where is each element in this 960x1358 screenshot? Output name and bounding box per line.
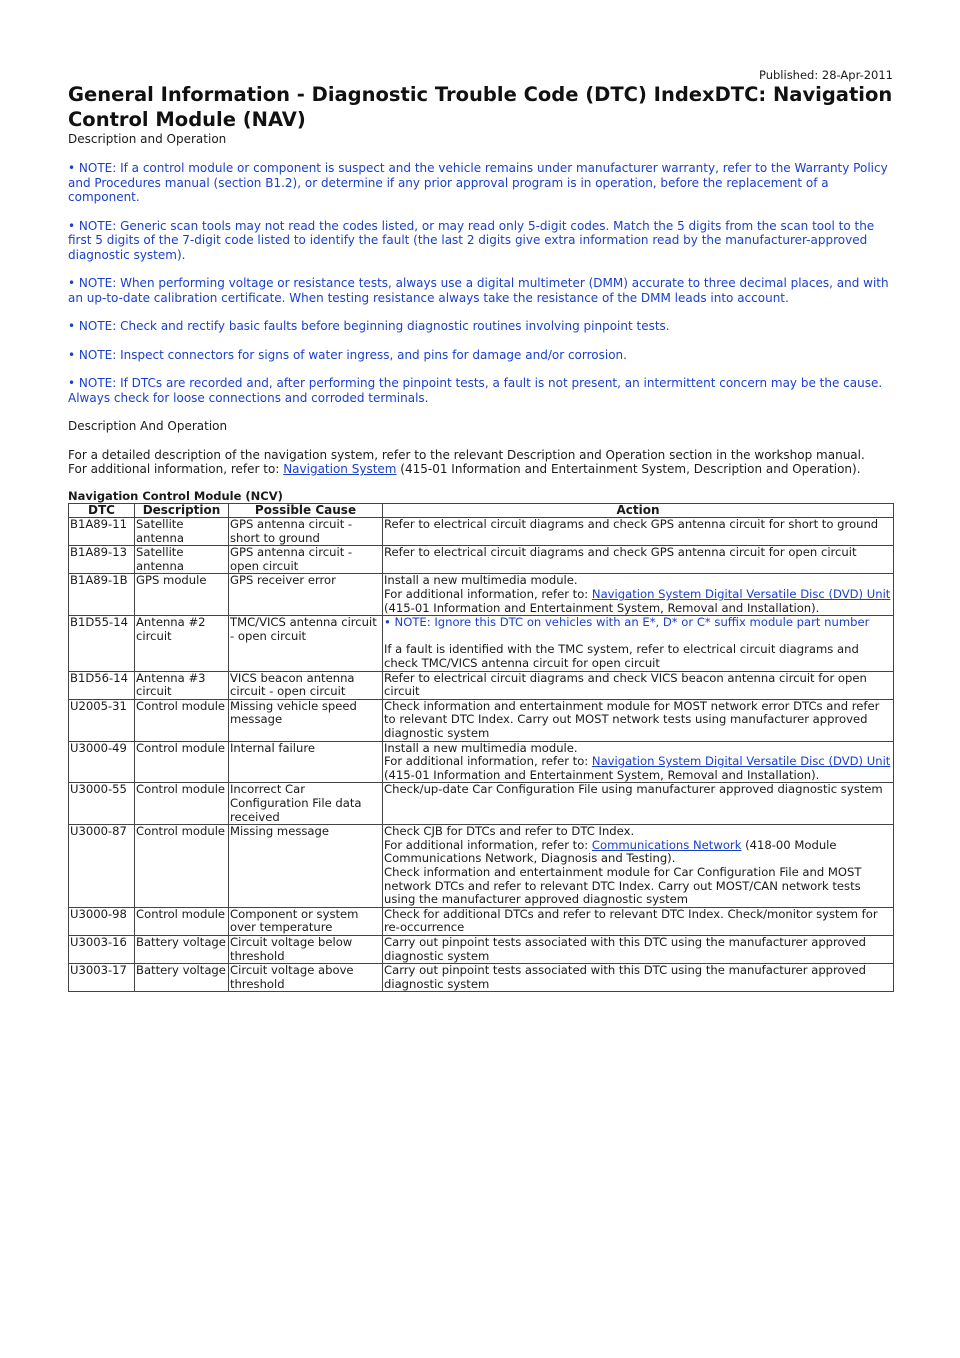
description-cell: Battery voltage xyxy=(135,964,229,992)
table-row xyxy=(69,741,894,783)
action-text: Refer to electrical circuit diagrams and check GPS antenna circuit for open circuit xyxy=(384,545,857,560)
action-text: Check CJB for DTCs and refer to DTC Index. xyxy=(384,824,635,839)
description-cell: Control module xyxy=(135,783,229,825)
page-title: General Information - Diagnostic Trouble Code (DTC) IndexDTC: Navigation Control Module (NAV) xyxy=(68,83,893,131)
table-title: Navigation Control Module (NCV) xyxy=(68,488,283,503)
dtc-code-cell: U2005-31 xyxy=(69,699,135,741)
action-text: Check/up-date Car Configuration File using manufacturer approved diagnostic system xyxy=(384,782,883,797)
table-row xyxy=(69,546,894,574)
action-cell xyxy=(383,825,894,908)
published-date: Published: 28-Apr-2011 xyxy=(758,68,893,82)
dtc-code-cell: U3000-49 xyxy=(69,741,135,783)
description-cell: Control module xyxy=(135,699,229,741)
reference-prefix: For additional information, refer to: xyxy=(68,462,284,476)
description-cell: GPS module xyxy=(135,574,229,616)
action-text: Refer to electrical circuit diagrams and check GPS antenna circuit for short to ground xyxy=(384,517,879,532)
action-note: • NOTE: Ignore this DTC on vehicles with an E*, D* or C* suffix module part number xyxy=(384,615,870,630)
table-row xyxy=(69,935,894,963)
table-row xyxy=(69,616,894,671)
dtc-table xyxy=(68,503,894,993)
table-row xyxy=(69,671,894,699)
dtc-code-cell: U3003-16 xyxy=(69,935,135,963)
dtc-code-cell: B1D55-14 xyxy=(69,616,135,671)
note-intermittent: • NOTE: If DTCs are recorded and, after performing the pinpoint tests, a fault is not present, an intermittent concern may be the cause. Always check for loose connections and corroded terminals. xyxy=(68,376,883,405)
description-cell: Control module xyxy=(135,907,229,935)
description-cell: Battery voltage xyxy=(135,935,229,963)
navigation-system-link[interactable]: Navigation System xyxy=(283,462,397,476)
action-cell xyxy=(383,783,894,825)
note-connectors: • NOTE: Inspect connectors for signs of water ingress, and pins for damage and/or corrosion. xyxy=(68,347,627,362)
action-text: For additional information, refer to: xyxy=(384,837,592,852)
description-cell: Satellite antenna xyxy=(135,518,229,546)
column-header-dtc: DTC xyxy=(69,503,135,518)
dtc-code-cell: U3003-17 xyxy=(69,964,135,992)
action-text: Check information and entertainment module for MOST network error DTCs and refer to relevant DTC Index. Carry out MOST network tests using manufacturer approved diagnostic system xyxy=(384,698,880,740)
table-row xyxy=(69,964,894,992)
description-cell: Satellite antenna xyxy=(135,546,229,574)
table-row xyxy=(69,518,894,546)
description-reference xyxy=(68,462,893,477)
action-text: (418-00 Module Communications Network, Diagnosis and Testing). xyxy=(384,837,837,866)
action-text: Check for additional DTCs and refer to relevant DTC Index. Check/monitor system for re-occurrence xyxy=(384,906,878,935)
action-text: Refer to electrical circuit diagrams and check VICS beacon antenna circuit for open circuit xyxy=(384,670,867,699)
description-text: For a detailed description of the navigation system, refer to the relevant Description and Operation section in the workshop manual. xyxy=(68,447,865,462)
action-text: For additional information, refer to: xyxy=(384,754,592,769)
column-header-possible-cause: Possible Cause xyxy=(229,503,383,518)
action-text: Carry out pinpoint tests associated with this DTC using the manufacturer approved diagnostic system xyxy=(384,963,866,991)
possible-cause-cell: Missing vehicle speed message xyxy=(229,699,383,741)
table-row xyxy=(69,699,894,741)
action-cell xyxy=(383,741,894,783)
column-header-description: Description xyxy=(135,503,229,518)
note-scan-tools: • NOTE: Generic scan tools may not read the codes listed, or may read only 5-digit codes. Match the 5 digits from the scan tool to the first 5 digits of the 7-digit code listed to identify the fault (the last 2 digits give extra information read by the manufacturer-approved diagnostic system). xyxy=(68,218,875,262)
description-heading: Description And Operation xyxy=(68,419,228,433)
action-text: If a fault is identified with the TMC system, refer to electrical circuit diagrams and check TMC/VICS antenna circuit for open circuit xyxy=(384,642,859,671)
action-reference-link[interactable]: Navigation System Digital Versatile Disc (DVD) Unit xyxy=(591,754,891,769)
possible-cause-cell: GPS antenna circuit - short to ground xyxy=(229,518,383,546)
dtc-code-cell: B1A89-1B xyxy=(69,574,135,616)
dtc-code-cell: B1A89-13 xyxy=(69,546,135,574)
action-text: (415-01 Information and Entertainment System, Removal and Installation). xyxy=(384,767,820,782)
action-text: For additional information, refer to: xyxy=(384,587,592,602)
table-row xyxy=(69,783,894,825)
note-warranty: • NOTE: If a control module or component is suspect and the vehicle remains under manufacturer warranty, refer to the Warranty Policy and Procedures manual (section B1.2), or determine if any prior approval program is in operation, before the replacement of a component. xyxy=(68,161,888,204)
note-dmm: • NOTE: When performing voltage or resistance tests, always use a digital multimeter (DMM) accurate to three decimal places, and with an up-to-date calibration certificate. When testing resistance always take the resistance of the DMM leads into account. xyxy=(68,276,889,305)
action-cell xyxy=(383,935,894,963)
action-text: Install a new multimedia module. xyxy=(384,740,578,755)
page-subtitle: Description and Operation xyxy=(68,132,227,146)
table-header-row xyxy=(69,503,894,518)
action-cell xyxy=(383,574,894,616)
action-text: Check information and entertainment module for Car Configuration File and MOST network DTCs and refer to relevant DTC Index. Carry out MOST/CAN network tests using the manufacturer approved diagnostic system xyxy=(384,864,862,907)
table-body xyxy=(69,518,894,992)
possible-cause-cell: Circuit voltage above threshold xyxy=(229,964,383,992)
action-cell xyxy=(383,671,894,699)
description-cell: Antenna #2 circuit xyxy=(135,616,229,671)
action-reference-link[interactable]: Navigation System Digital Versatile Disc (DVD) Unit xyxy=(591,587,891,602)
note-basic-faults: • NOTE: Check and rectify basic faults before beginning diagnostic routines involving pinpoint tests. xyxy=(68,319,670,333)
dtc-code-cell: B1D56-14 xyxy=(69,671,135,699)
possible-cause-cell: GPS receiver error xyxy=(229,574,383,616)
dtc-code-cell: U3000-98 xyxy=(69,907,135,935)
action-cell xyxy=(383,907,894,935)
description-cell: Control module xyxy=(135,741,229,783)
possible-cause-cell: Component or system over temperature xyxy=(229,907,383,935)
document-page xyxy=(68,66,893,992)
possible-cause-cell: Incorrect Car Configuration File data received xyxy=(229,783,383,825)
table-row xyxy=(69,574,894,616)
possible-cause-cell: TMC/VICS antenna circuit - open circuit xyxy=(229,616,383,671)
dtc-code-cell: B1A89-11 xyxy=(69,518,135,546)
action-cell xyxy=(383,699,894,741)
description-cell: Antenna #3 circuit xyxy=(135,671,229,699)
dtc-code-cell: U3000-87 xyxy=(69,825,135,908)
table-row xyxy=(69,825,894,908)
action-reference-link[interactable]: Communications Network xyxy=(591,837,742,852)
action-text: Install a new multimedia module. xyxy=(384,573,578,588)
column-header-action: Action xyxy=(383,503,894,518)
description-cell: Control module xyxy=(135,825,229,908)
possible-cause-cell: Circuit voltage below threshold xyxy=(229,935,383,963)
possible-cause-cell: VICS beacon antenna circuit - open circuit xyxy=(229,671,383,699)
possible-cause-cell: Missing message xyxy=(229,825,383,908)
action-cell xyxy=(383,546,894,574)
action-text: Carry out pinpoint tests associated with this DTC using the manufacturer approved diagnostic system xyxy=(384,934,866,963)
action-cell xyxy=(383,616,894,671)
possible-cause-cell: Internal failure xyxy=(229,741,383,783)
possible-cause-cell: GPS antenna circuit - open circuit xyxy=(229,546,383,574)
reference-suffix: (415-01 Information and Entertainment System, Description and Operation). xyxy=(396,462,861,476)
action-text: (415-01 Information and Entertainment System, Removal and Installation). xyxy=(384,600,820,615)
dtc-code-cell: U3000-55 xyxy=(69,783,135,825)
table-row xyxy=(69,907,894,935)
action-cell xyxy=(383,518,894,546)
action-cell xyxy=(383,964,894,992)
